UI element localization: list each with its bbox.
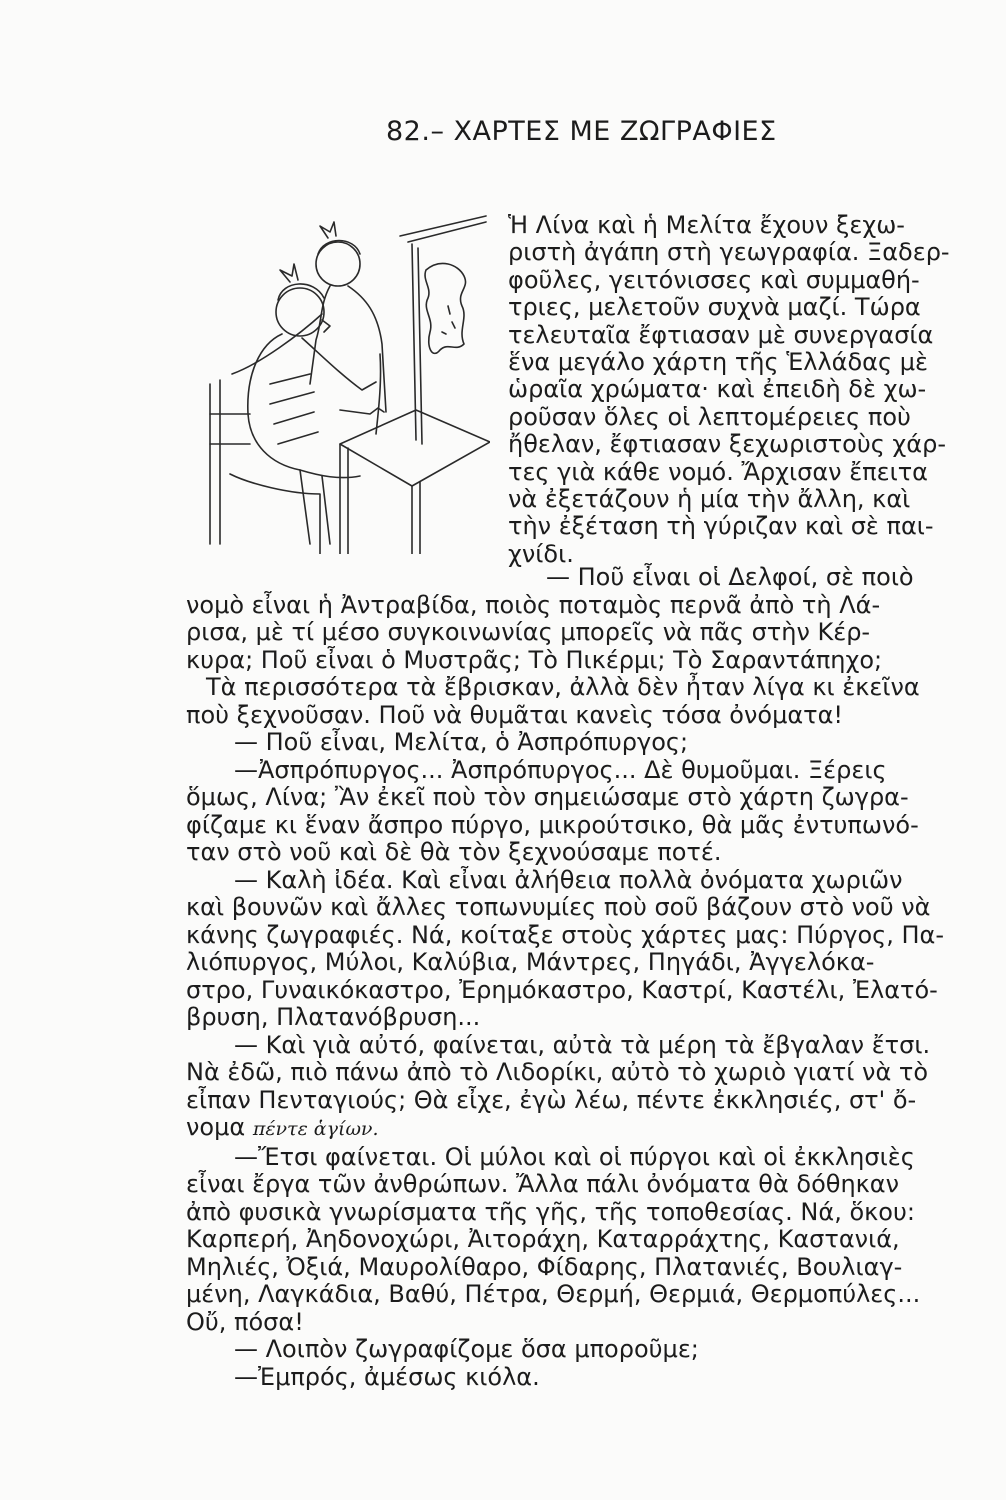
dialogue-line: Νὰ ἐδῶ, πιὸ πάνω ἀπὸ τὸ Λιδορίκι, αὐτὸ τὸ χωριὸ γιατί νὰ τὸ bbox=[186, 1058, 929, 1086]
dialogue-line: Τὰ περισσότερα τὰ ἔβρισκαν, ἀλλὰ δὲν ἦταν λίγα κι ἐκεῖνα bbox=[206, 673, 920, 701]
page-title: 82.– ΧΑΡΤΕΣ ΜΕ ΖΩΓΡΑΦΙΕΣ bbox=[386, 116, 777, 147]
dialogue-line: — Λοιπὸν ζωγραφίζομε ὅσα μποροῦμε; bbox=[234, 1335, 699, 1363]
intro-line: ροῦσαν ὅλες οἱ λεπτομέρειες ποὺ bbox=[508, 402, 911, 431]
dialogue-line: — Ποῦ εἶναι οἱ Δελφοί, σὲ ποιὸ bbox=[546, 563, 914, 591]
dialogue-line: Καρπερή, Ἀηδονοχώρι, Ἀιτοράχη, Καταρράχτης, Καστανιά, bbox=[186, 1225, 900, 1253]
intro-line: τὴν ἐξέταση τὴ γύριζαν καὶ σὲ παι- bbox=[508, 512, 934, 541]
dialogue-line: ὅμως, Λίνα; Ἂν ἐκεῖ ποὺ τὸν σημειώσαμε στὸ χάρτη ζωγρα- bbox=[186, 783, 909, 811]
dialogue-line: —Ἔτσι φαίνεται. Οἱ μύλοι καὶ οἱ πύργοι καὶ οἱ ἐκκλησιὲς bbox=[234, 1142, 915, 1171]
intro-line: τες γιὰ κάθε νομό. Ἄρχισαν ἔπειτα bbox=[508, 457, 928, 486]
dialogue-line: νομὸ εἶναι ἡ Ἀντραβίδα, ποιὸς ποταμὸς περνᾶ ἀπὸ τὴ Λά- bbox=[186, 590, 881, 619]
illustration-two-girls-map bbox=[190, 214, 490, 554]
intro-line: ἕνα μεγάλο χάρτη τῆς Ἑλλάδας μὲ bbox=[508, 348, 928, 377]
dialogue-line: κυρα; Ποῦ εἶναι ὁ Μυστρᾶς; Τὸ Πικέρμι; Τὸ Σαραντάπηχο; bbox=[186, 645, 883, 674]
dialogue-line: —Ἐμπρός, ἀμέσως κιόλα. bbox=[234, 1362, 540, 1391]
two-girls-looking-at-map-drawing bbox=[190, 214, 490, 554]
dialogue-line: Μηλιές, Ὀξιά, Μαυρολίθαρο, Φίδαρης, Πλατανιές, Βουλιαγ- bbox=[186, 1252, 903, 1281]
intro-line: χνίδι. bbox=[508, 539, 574, 568]
dialogue-line: κάνης ζωγραφιές. Νά, κοίταξε στοὺς χάρτες μας: Πύργος, Πα- bbox=[186, 920, 945, 949]
dialogue-line: μένη, Λαγκάδια, Βαθύ, Πέτρα, Θερμή, Θερμιά, Θερμοπύλες... bbox=[186, 1280, 921, 1308]
dialogue-line: λιόπυργος, Μύλοι, Καλύβια, Μάντρες, Πηγάδι, Ἀγγελόκα- bbox=[186, 948, 875, 976]
intro-line: φοῦλες, γειτόνισσες καὶ συμμαθή- bbox=[508, 265, 920, 294]
intro-line: νὰ ἐξετάζουν ἡ μία τὴν ἄλλη, καὶ bbox=[508, 485, 911, 514]
dialogue-text-span: νομα bbox=[186, 1113, 246, 1141]
dialogue-line: — Καλὴ ἰδέα. Καὶ εἶναι ἀλήθεια πολλὰ ὀνόματα χωριῶν bbox=[234, 865, 903, 894]
dialogue-text bbox=[186, 564, 966, 1391]
dialogue-line: ταν στὸ νοῦ καὶ δὲ θὰ τὸν ξεχνούσαμε ποτέ. bbox=[186, 838, 722, 866]
dialogue-line: Οὔ, πόσα! bbox=[186, 1307, 304, 1336]
intro-paragraph bbox=[508, 212, 960, 568]
italic-phrase: πέντε ἁγίων. bbox=[252, 1118, 379, 1140]
dialogue-line: — Καὶ γιὰ αὐτό, φαίνεται, αὐτὰ τὰ μέρη τὰ ἔβγαλαν ἔτσι. bbox=[234, 1030, 931, 1059]
dialogue-line: —Ἀσπρόπυργος... Ἀσπρόπυργος... Δὲ θυμοῦμαι. Ξέρεις bbox=[234, 755, 887, 784]
dialogue-line: εἶπαν Πενταγιούς; Θὰ εἶχε, ἐγὼ λέω, πέντε ἐκκλησιές, στ' ὄ- bbox=[186, 1085, 917, 1114]
intro-line: τριες, μελετοῦν συχνὰ μαζί. Τώρα bbox=[508, 293, 921, 322]
intro-line: Ἡ Λίνα καὶ ἡ Μελίτα ἔχουν ξεχω- bbox=[508, 211, 905, 239]
intro-line: ριστὴ ἀγάπη στὴ γεωγραφία. Ξαδερ- bbox=[508, 238, 950, 267]
dialogue-line: ρισα, μὲ τί μέσο συγκοινωνίας μπορεῖς νὰ πᾶς στὴν Κέρ- bbox=[186, 618, 871, 646]
dialogue-line: εἶναι ἔργα τῶν ἀνθρώπων. Ἄλλα πάλι ὀνόματα θὰ δόθηκαν bbox=[186, 1170, 900, 1198]
intro-line: ὡραῖα χρώματα· καὶ ἐπειδὴ δὲ χω- bbox=[508, 375, 927, 404]
dialogue-line: ποὺ ξεχνοῦσαν. Ποῦ νὰ θυμᾶται κανεὶς τόσα ὀνόματα! bbox=[186, 700, 844, 729]
dialogue-line: ἀπὸ φυσικὰ γνωρίσματα τῆς γῆς, τῆς τοποθεσίας. Νά, ὅκου: bbox=[186, 1197, 915, 1226]
dialogue-line: βρυση, Πλατανόβρυση... bbox=[186, 1003, 481, 1031]
dialogue-line: — Ποῦ εἶναι, Μελίτα, ὁ Ἀσπρόπυργος; bbox=[234, 728, 689, 756]
dialogue-line: στρο, Γυναικόκαστρο, Ἐρημόκαστρο, Καστρί, Καστέλι, Ἐλατό- bbox=[186, 975, 938, 1004]
intro-line: τελευταῖα ἔφτιασαν μὲ συνεργασία bbox=[508, 320, 934, 349]
dialogue-line: καὶ βουνῶν καὶ ἄλλες τοπωνυμίες ποὺ σοῦ βάζουν στὸ νοῦ νὰ bbox=[186, 893, 931, 921]
intro-line: ἤθελαν, ἔφτιασαν ξεχωριστοὺς χάρ- bbox=[508, 430, 947, 459]
dialogue-line: φίζαμε κι ἕναν ἄσπρο πύργο, μικρούτσικο, θὰ μᾶς ἐντυπωνό- bbox=[186, 810, 919, 839]
dialogue-line bbox=[186, 1114, 966, 1144]
